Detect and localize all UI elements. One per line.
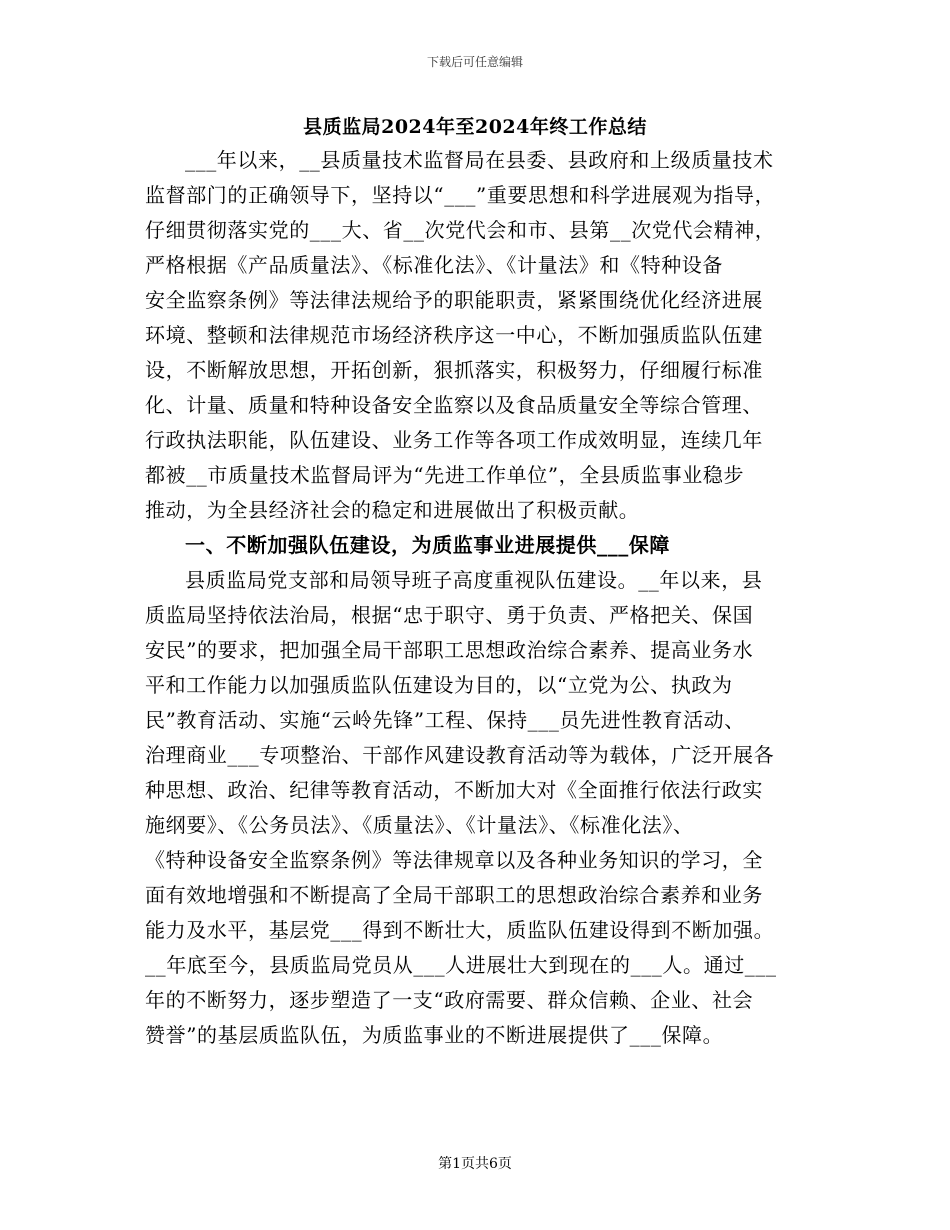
- paragraph-line: 治理商业___专项整治、干部作风建设教育活动等为载体，广泛开展各: [145, 743, 775, 767]
- section-heading: 一、不断加强队伍建设，为质监事业进展提供___保障: [185, 533, 670, 557]
- paragraph-line: 都被__市质量技术监督局评为“先进工作单位”，全县质监事业稳步: [145, 463, 745, 487]
- paragraph-line: 化、计量、质量和特种设备安全监察以及食品质量安全等综合管理、: [145, 393, 763, 417]
- paragraph-line: 环境、整顿和法律规范市场经济秩序这一中心，不断加强质监队伍建: [145, 323, 763, 347]
- paragraph-line: 行政执法职能，队伍建设、业务工作等各项工作成效明显，连续几年: [145, 428, 763, 452]
- paragraph-line: 监督部门的正确领导下，坚持以“___”重要思想和科学进展观为指导，: [145, 183, 776, 207]
- download-editable-note: 下载后可任意编辑: [426, 55, 523, 69]
- paragraph-line: 民”教育活动、实施“云岭先锋”工程、保持___员先进性教育活动、: [145, 708, 745, 732]
- paragraph-line: 安全监察条例》等法律法规给予的职能职责，紧紧围绕优化经济进展: [145, 288, 763, 312]
- paragraph-line: 施纲要》、《公务员法》、《质量法》、《计量法》、《标准化法》、: [145, 813, 694, 837]
- paragraph-line: 设，不断解放思想，开拓创新，狠抓落实，积极努力，仔细履行标准: [145, 358, 763, 382]
- paragraph-line: 面有效地增强和不断提高了全局干部职工的思想政治综合素养和业务: [145, 883, 763, 907]
- paragraph-line: 平和工作能力以加强质监队伍建设为目的，以“立党为公、执政为: [145, 673, 733, 697]
- paragraph-line: 安民”的要求，把加强全局干部职工思想政治综合素养、提高业务水: [145, 638, 754, 662]
- paragraph-line: 质监局坚持依法治局，根据“忠于职守、勇于负责、严格把关、保国: [145, 603, 754, 627]
- paragraph-line: 年的不断努力，逐步塑造了一支“政府需要、群众信赖、企业、社会: [145, 988, 754, 1012]
- paragraph-line: ___年以来，__县质量技术监督局在县委、县政府和上级质量技术: [185, 148, 774, 172]
- paragraph-line: 县质监局党支部和局领导班子高度重视队伍建设。__年以来，县: [185, 568, 763, 592]
- paragraph-line: 仔细贯彻落实党的___大、省__次党代会和市、县第__次党代会精神，: [145, 218, 776, 242]
- paragraph-line: __年底至今，县质监局党员从___人进展壮大到现在的___人。通过___: [145, 953, 777, 977]
- paragraph-line: 严格根据《产品质量法》、《标准化法》、《计量法》和《特种设备: [145, 253, 723, 277]
- paragraph-line: 赞誉”的基层质监队伍，为质监事业的不断进展提供了___保障。: [145, 1023, 724, 1047]
- document-body: [145, 143, 815, 1053]
- document-title: 县质监局2024年至2024年终工作总结: [303, 116, 647, 138]
- paragraph-line: 《特种设备安全监察条例》等法律规章以及各种业务知识的学习，全: [145, 848, 763, 872]
- paragraph-line: 种思想、政治、纪律等教育活动，不断加大对《全面推行依法行政实: [145, 778, 763, 802]
- paragraph-line: 推动，为全县经济社会的稳定和进展做出了积极贡献。: [145, 498, 640, 522]
- paragraph-line: 能力及水平，基层党___得到不断壮大，质监队伍建设得到不断加强。: [145, 918, 775, 942]
- page-number-footer: 第1页共6页: [438, 1156, 512, 1172]
